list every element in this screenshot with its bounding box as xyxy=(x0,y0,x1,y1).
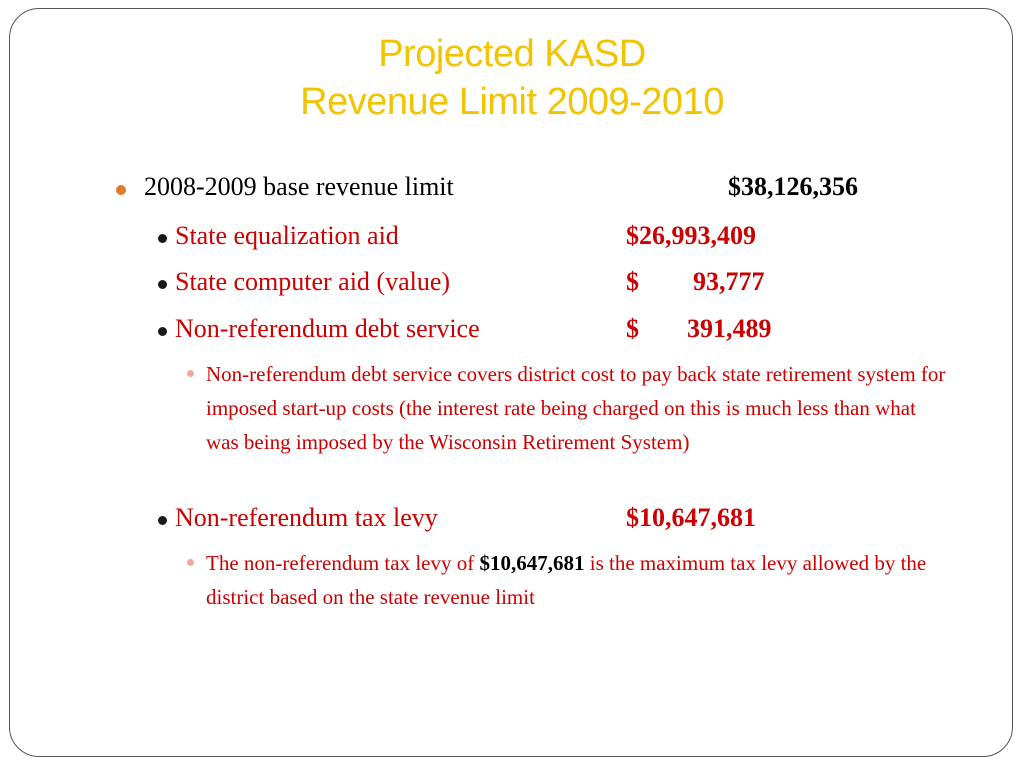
levy-note-before: The non-referendum tax levy of xyxy=(206,551,480,575)
tax-levy-note xyxy=(206,546,946,614)
title-line-2: Revenue Limit 2009-2010 xyxy=(300,81,724,123)
debt-service-note: Non-referendum debt service covers district cost to pay back state retirement system for imposed start-up costs (the interest rate being charged on this is much less than what was being imposed by the Wisconsin Retirement System) xyxy=(206,362,946,454)
equalization-aid-amount: $26,993,409 xyxy=(626,221,756,250)
levy-note-amount: $10,647,681 xyxy=(479,551,585,575)
base-revenue-amount: $38,126,356 xyxy=(728,172,858,201)
bullet-level-2 xyxy=(158,234,167,243)
equalization-aid-label: State equalization aid xyxy=(175,221,399,250)
bullet-level-3 xyxy=(187,370,194,377)
debt-service-currency: $ xyxy=(626,314,639,343)
bullet-level-2 xyxy=(158,280,167,289)
bullet-level-1 xyxy=(116,185,126,195)
computer-aid-amount: 93,777 xyxy=(693,267,765,296)
computer-aid-label: State computer aid (value) xyxy=(175,267,451,296)
tax-levy-amount: $10,647,681 xyxy=(626,503,756,532)
base-revenue-label: 2008-2009 base revenue limit xyxy=(144,172,454,201)
levy-note-after: is the maximum tax levy allowed by the district based on the state revenue limit xyxy=(206,551,927,609)
debt-service-label: Non-referendum debt service xyxy=(175,314,480,343)
debt-service-amount: 391,489 xyxy=(687,314,772,343)
bullet-level-2 xyxy=(158,516,167,525)
slide-title xyxy=(0,30,1024,126)
bullet-level-3 xyxy=(187,559,194,566)
computer-aid-currency: $ xyxy=(626,267,639,296)
title-line-1: Projected KASD xyxy=(378,33,646,75)
tax-levy-label: Non-referendum tax levy xyxy=(175,503,438,532)
bullet-level-2 xyxy=(158,327,167,336)
